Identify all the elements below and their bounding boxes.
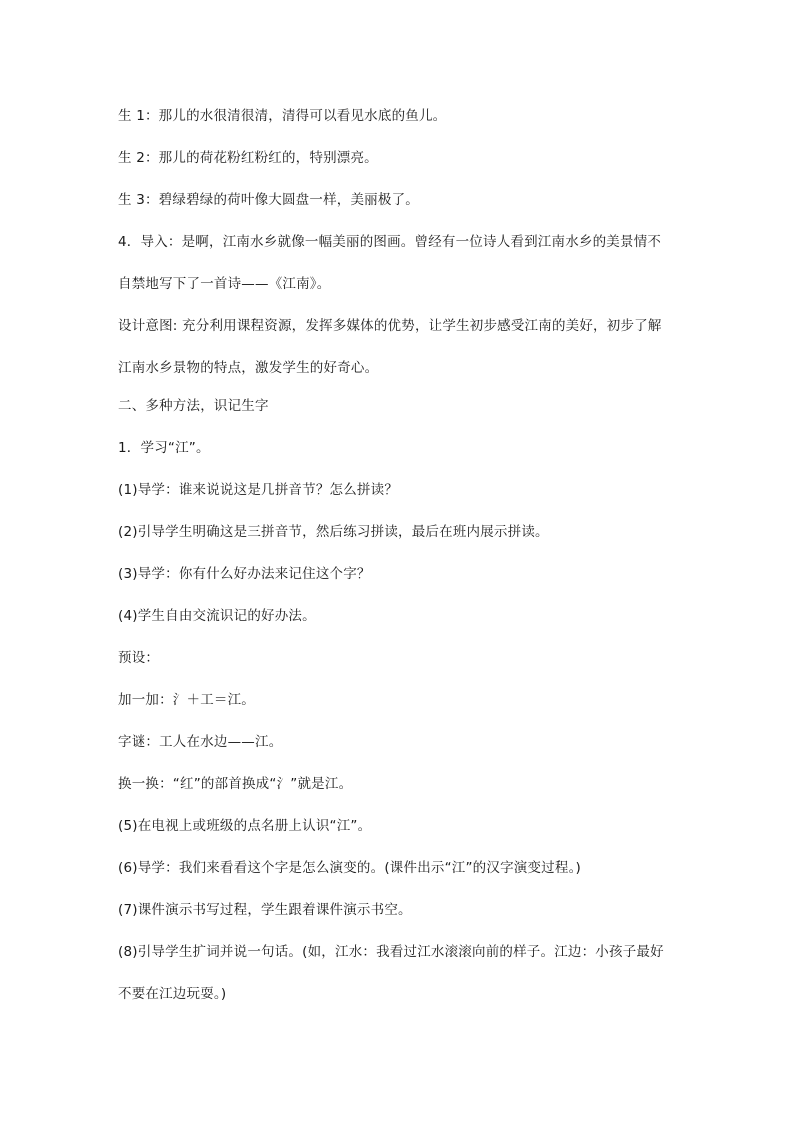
paragraph-line: 换一换：“红”的部首换成“氵”就是江。 [118,776,353,792]
paragraph-line: (6)导学：我们来看看这个字是怎么演变的。(课件出示“江”的汉字演变过程。) [118,860,581,876]
paragraph-line: 加一加：氵＋工＝江。 [118,692,255,708]
paragraph-line: 设计意图: 充分利用课程资源，发挥多媒体的优势，让学生初步感受江南的美好，初步了解 [118,318,662,334]
paragraph-line: 生 3：碧绿碧绿的荷叶像大圆盘一样，美丽极了。 [118,192,419,208]
paragraph-line: (3)导学：你有什么好办法来记住这个字？ [118,566,371,582]
paragraph-line: 生 2：那儿的荷花粉红粉红的，特别漂亮。 [118,150,378,166]
paragraph-line: 预设： [118,650,160,666]
paragraph-line: (7)课件演示书写过程，学生跟着课件演示书空。 [118,902,412,918]
paragraph-line: 江南水乡景物的特点，激发学生的好奇心。 [118,360,379,376]
paragraph-line: (2)引导学生明确这是三拼音节，然后练习拼读，最后在班内展示拼读。 [118,524,549,540]
paragraph-line: (4)学生自由交流识记的好办法。 [118,608,316,624]
section-heading: 二、多种方法，识记生字 [118,398,269,414]
paragraph-line: 字谜：工人在水边——江。 [118,734,283,750]
paragraph-line: 4．导入：是啊，江南水乡就像一幅美丽的图画。曾经有一位诗人看到江南水乡的美景情不 [118,234,662,250]
paragraph-line: (5)在电视上或班级的点名册上认识“江”。 [118,818,372,834]
paragraph-line: (1)导学：谁来说说这是几拼音节？怎么拼读？ [118,482,399,498]
paragraph-line: 不要在江边玩耍。) [118,986,227,1002]
paragraph-line: (8)引导学生扩词并说一句话。(如，江水：我看过江水滚滚向前的样子。江边：小孩子最好 [118,944,664,960]
paragraph-line: 自禁地写下了一首诗——《江南》。 [118,276,331,292]
paragraph-line: 生 1：那儿的水很清很清，清得可以看见水底的鱼儿。 [118,108,447,124]
paragraph-line: 1．学习“江”。 [118,440,210,456]
